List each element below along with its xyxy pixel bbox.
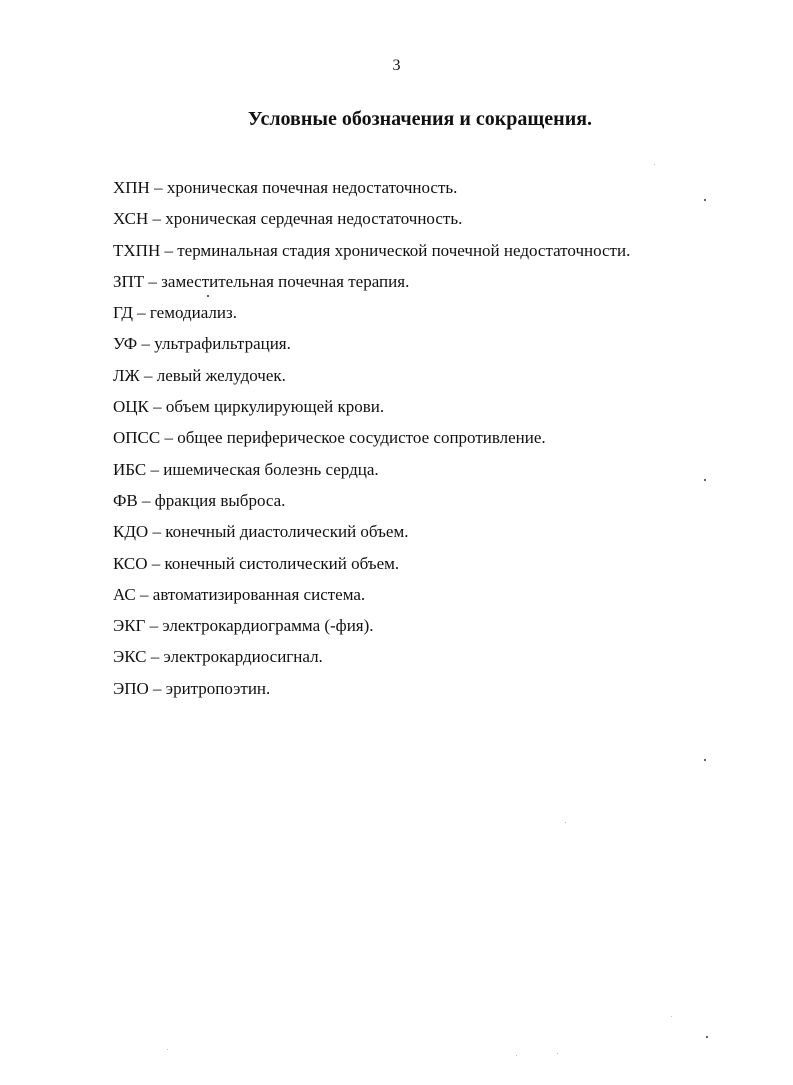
- scan-speck: [654, 164, 655, 165]
- list-item: ХПН – хроническая почечная недостаточность.: [113, 178, 458, 197]
- abbreviation-list: [113, 172, 753, 704]
- list-item: ГД – гемодиализ.: [113, 303, 237, 323]
- list-item: ИБС – ишемическая болезнь сердца.: [113, 459, 379, 479]
- list-item: ХСН – хроническая сердечная недостаточность.: [113, 209, 463, 229]
- list-item: ЭКГ – электрокардиограмма (-фия).: [113, 616, 374, 636]
- page-number: 3: [392, 57, 401, 74]
- list-item: АС – автоматизированная система.: [113, 584, 366, 604]
- list-item: ОПСС – общее периферическое сосудистое сопротивление.: [113, 428, 546, 448]
- list-item: ЭКС – электрокардиосигнал.: [113, 647, 323, 667]
- list-item: КДО – конечный диастолический объем.: [113, 522, 409, 542]
- page-title: Условные обозначения и сокращения.: [247, 108, 593, 130]
- list-item: ЛЖ – левый желудочек.: [113, 365, 286, 385]
- scan-speck: [565, 822, 566, 823]
- list-item: ОЦК – объем циркулирующей крови.: [113, 397, 385, 417]
- scan-speck: [557, 1053, 558, 1054]
- scan-speck: [207, 295, 209, 297]
- list-item: ЗПТ – заместительная почечная терапия.: [113, 271, 410, 291]
- scan-speck: [704, 479, 706, 481]
- list-item: УФ – ультрафильтрация.: [113, 334, 291, 354]
- scan-speck: [671, 1016, 672, 1017]
- scan-speck: [704, 759, 706, 761]
- scan-speck: [167, 1049, 168, 1050]
- list-item: ФВ – фракция выброса.: [113, 490, 286, 510]
- list-item: КСО – конечный систолический объем.: [113, 553, 400, 573]
- list-item: ТХПН – терминальная стадия хронической почечной недостаточности.: [113, 240, 631, 260]
- scan-speck: [516, 1055, 517, 1056]
- list-item: ЭПО – эритропоэтин.: [113, 678, 271, 698]
- scan-speck: [704, 199, 706, 201]
- scan-speck: [706, 1036, 708, 1038]
